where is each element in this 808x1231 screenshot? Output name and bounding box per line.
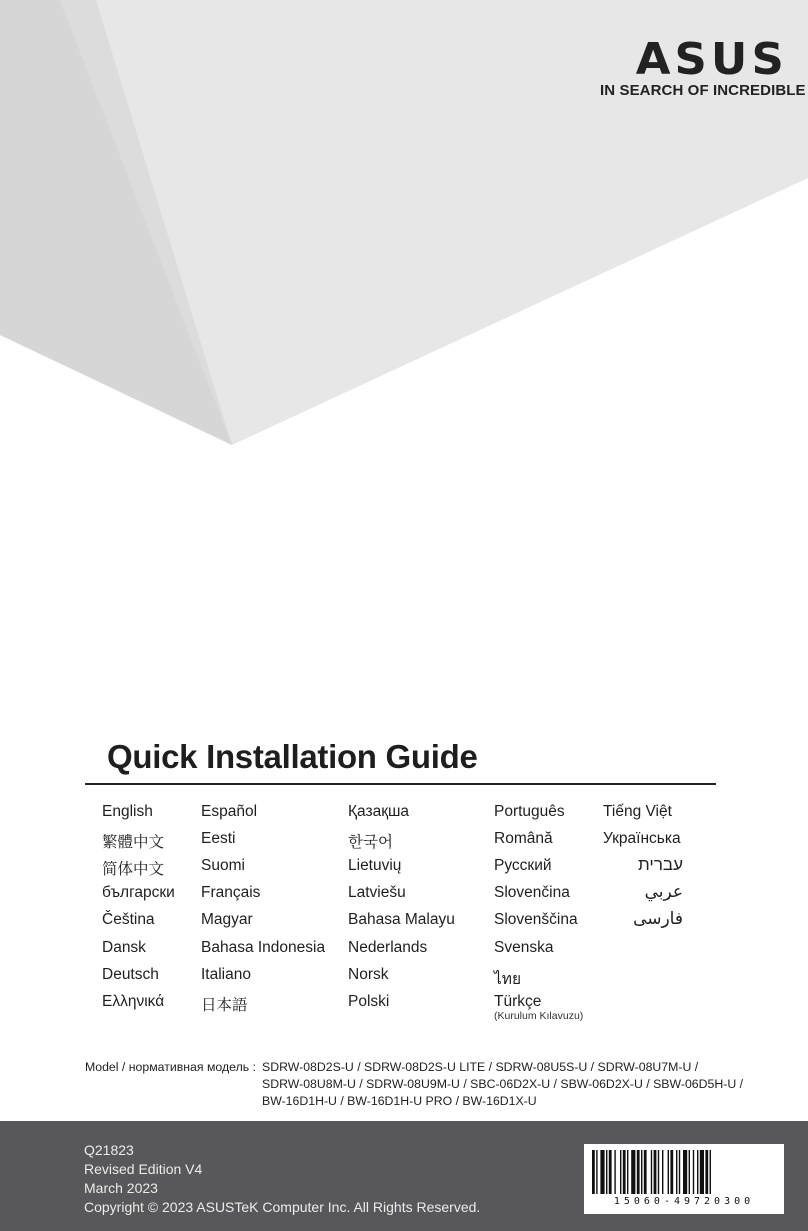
barcode-bar	[705, 1150, 708, 1194]
barcode-bar	[627, 1150, 628, 1194]
footer-bar	[0, 1121, 808, 1231]
footer-info	[84, 1141, 480, 1217]
barcode-bar	[683, 1150, 687, 1194]
lang-item: Dansk	[102, 939, 146, 956]
lang-item: Bahasa Malayu	[348, 911, 455, 928]
barcode-bar	[651, 1150, 652, 1194]
barcode-bar	[596, 1150, 597, 1194]
barcode-bar	[679, 1150, 680, 1194]
lang-item: Suomi	[201, 857, 245, 874]
model-label: Model / нормативная модель :	[85, 1060, 257, 1074]
lang-item: English	[102, 803, 153, 820]
lang-item: Magyar	[201, 911, 253, 928]
asus-wordmark: ASUS	[635, 34, 788, 85]
lang-item: عربي	[644, 882, 683, 901]
barcode-bar	[662, 1150, 663, 1194]
barcode	[584, 1144, 784, 1214]
barcode-bar	[606, 1150, 607, 1194]
lang-item: 한국어	[348, 834, 393, 851]
barcode-bar	[689, 1150, 690, 1194]
lang-item: Português	[494, 803, 565, 820]
model-line: SDRW-08D2S-U / SDRW-08D2S-U LITE / SDRW-08U5S-U / SDRW-08U7M-U /	[262, 1060, 699, 1074]
barcode-number: 15060-49720300	[613, 1196, 755, 1207]
lang-item: Русский	[494, 857, 552, 874]
lang-item: Tiếng Việt	[603, 803, 672, 820]
lang-item: 繁體中文	[102, 834, 165, 851]
lang-item: Norsk	[348, 966, 389, 983]
barcode-bar	[600, 1150, 604, 1194]
lang-item: Bahasa Indonesia	[201, 939, 326, 956]
lang-item: עברית	[638, 855, 683, 874]
barcode-bar	[700, 1150, 704, 1194]
lang-item: Română	[494, 830, 553, 847]
brand-tagline: IN SEARCH OF INCREDIBLE	[600, 82, 806, 99]
barcode-bar	[614, 1150, 615, 1194]
edition-text: Revised Edition V4	[84, 1161, 203, 1177]
lang-item: Svenska	[494, 939, 554, 956]
barcode-bar	[654, 1150, 657, 1194]
lang-item: Polski	[348, 993, 390, 1010]
barcode-bar	[637, 1150, 640, 1194]
lang-item: Français	[201, 884, 261, 901]
lang-item: Latviešu	[348, 884, 406, 901]
lang-item: Español	[201, 803, 258, 820]
lang-item: Українська	[603, 830, 681, 847]
barcode-bar	[620, 1150, 621, 1194]
document-code: Q21823	[84, 1142, 134, 1158]
barcode-bar	[641, 1150, 642, 1194]
lang-item: Lietuvių	[348, 857, 402, 874]
lang-item: Slovenščina	[494, 911, 578, 928]
lang-item: Čeština	[102, 911, 155, 928]
lang-item: Қазақша	[348, 803, 410, 820]
lang-item: Nederlands	[348, 939, 428, 956]
lang-item: български	[102, 884, 175, 901]
lang-item-note: (Kurulum Kılavuzu)	[494, 1010, 584, 1022]
lang-item: Slovenčina	[494, 884, 570, 901]
barcode-bar	[658, 1150, 659, 1194]
barcode-bar	[670, 1150, 673, 1194]
lang-item: Eesti	[201, 830, 236, 847]
barcode-bar	[609, 1150, 612, 1194]
model-line: BW-16D1H-U / BW-16D1H-U PRO / BW-16D1X-U	[262, 1094, 537, 1108]
lang-item: Italiano	[201, 966, 251, 983]
barcode-icon	[592, 1150, 776, 1194]
barcode-bar	[631, 1150, 635, 1194]
lang-item: 日本語	[201, 997, 248, 1014]
barcode-bar	[697, 1150, 698, 1194]
lang-item: Türkçe	[494, 993, 542, 1010]
title-divider	[85, 783, 716, 785]
lang-item: فارسی	[633, 909, 683, 928]
model-line: SDRW-08U8M-U / SDRW-08U9M-U / SBC-06D2X-U / SBW-06D2X-U / SBW-06D5H-U /	[262, 1077, 744, 1091]
barcode-bar	[644, 1150, 647, 1194]
asus-logo	[600, 34, 806, 99]
barcode-bar	[710, 1150, 711, 1194]
lang-item: Deutsch	[102, 966, 159, 983]
barcode-bar	[592, 1150, 595, 1194]
lang-item: ไทย	[494, 971, 522, 988]
barcode-bar	[668, 1150, 669, 1194]
lang-item: Ελληνικά	[102, 993, 165, 1010]
date-text: March 2023	[84, 1180, 158, 1196]
lang-item: 简体中文	[102, 861, 165, 878]
barcode-bar	[676, 1150, 677, 1194]
barcode-bar	[623, 1150, 626, 1194]
barcode-bar	[693, 1150, 694, 1194]
page-title: Quick Installation Guide	[107, 738, 478, 775]
copyright-text: Copyright © 2023 ASUSTeK Computer Inc. All Rights Reserved.	[84, 1199, 481, 1215]
